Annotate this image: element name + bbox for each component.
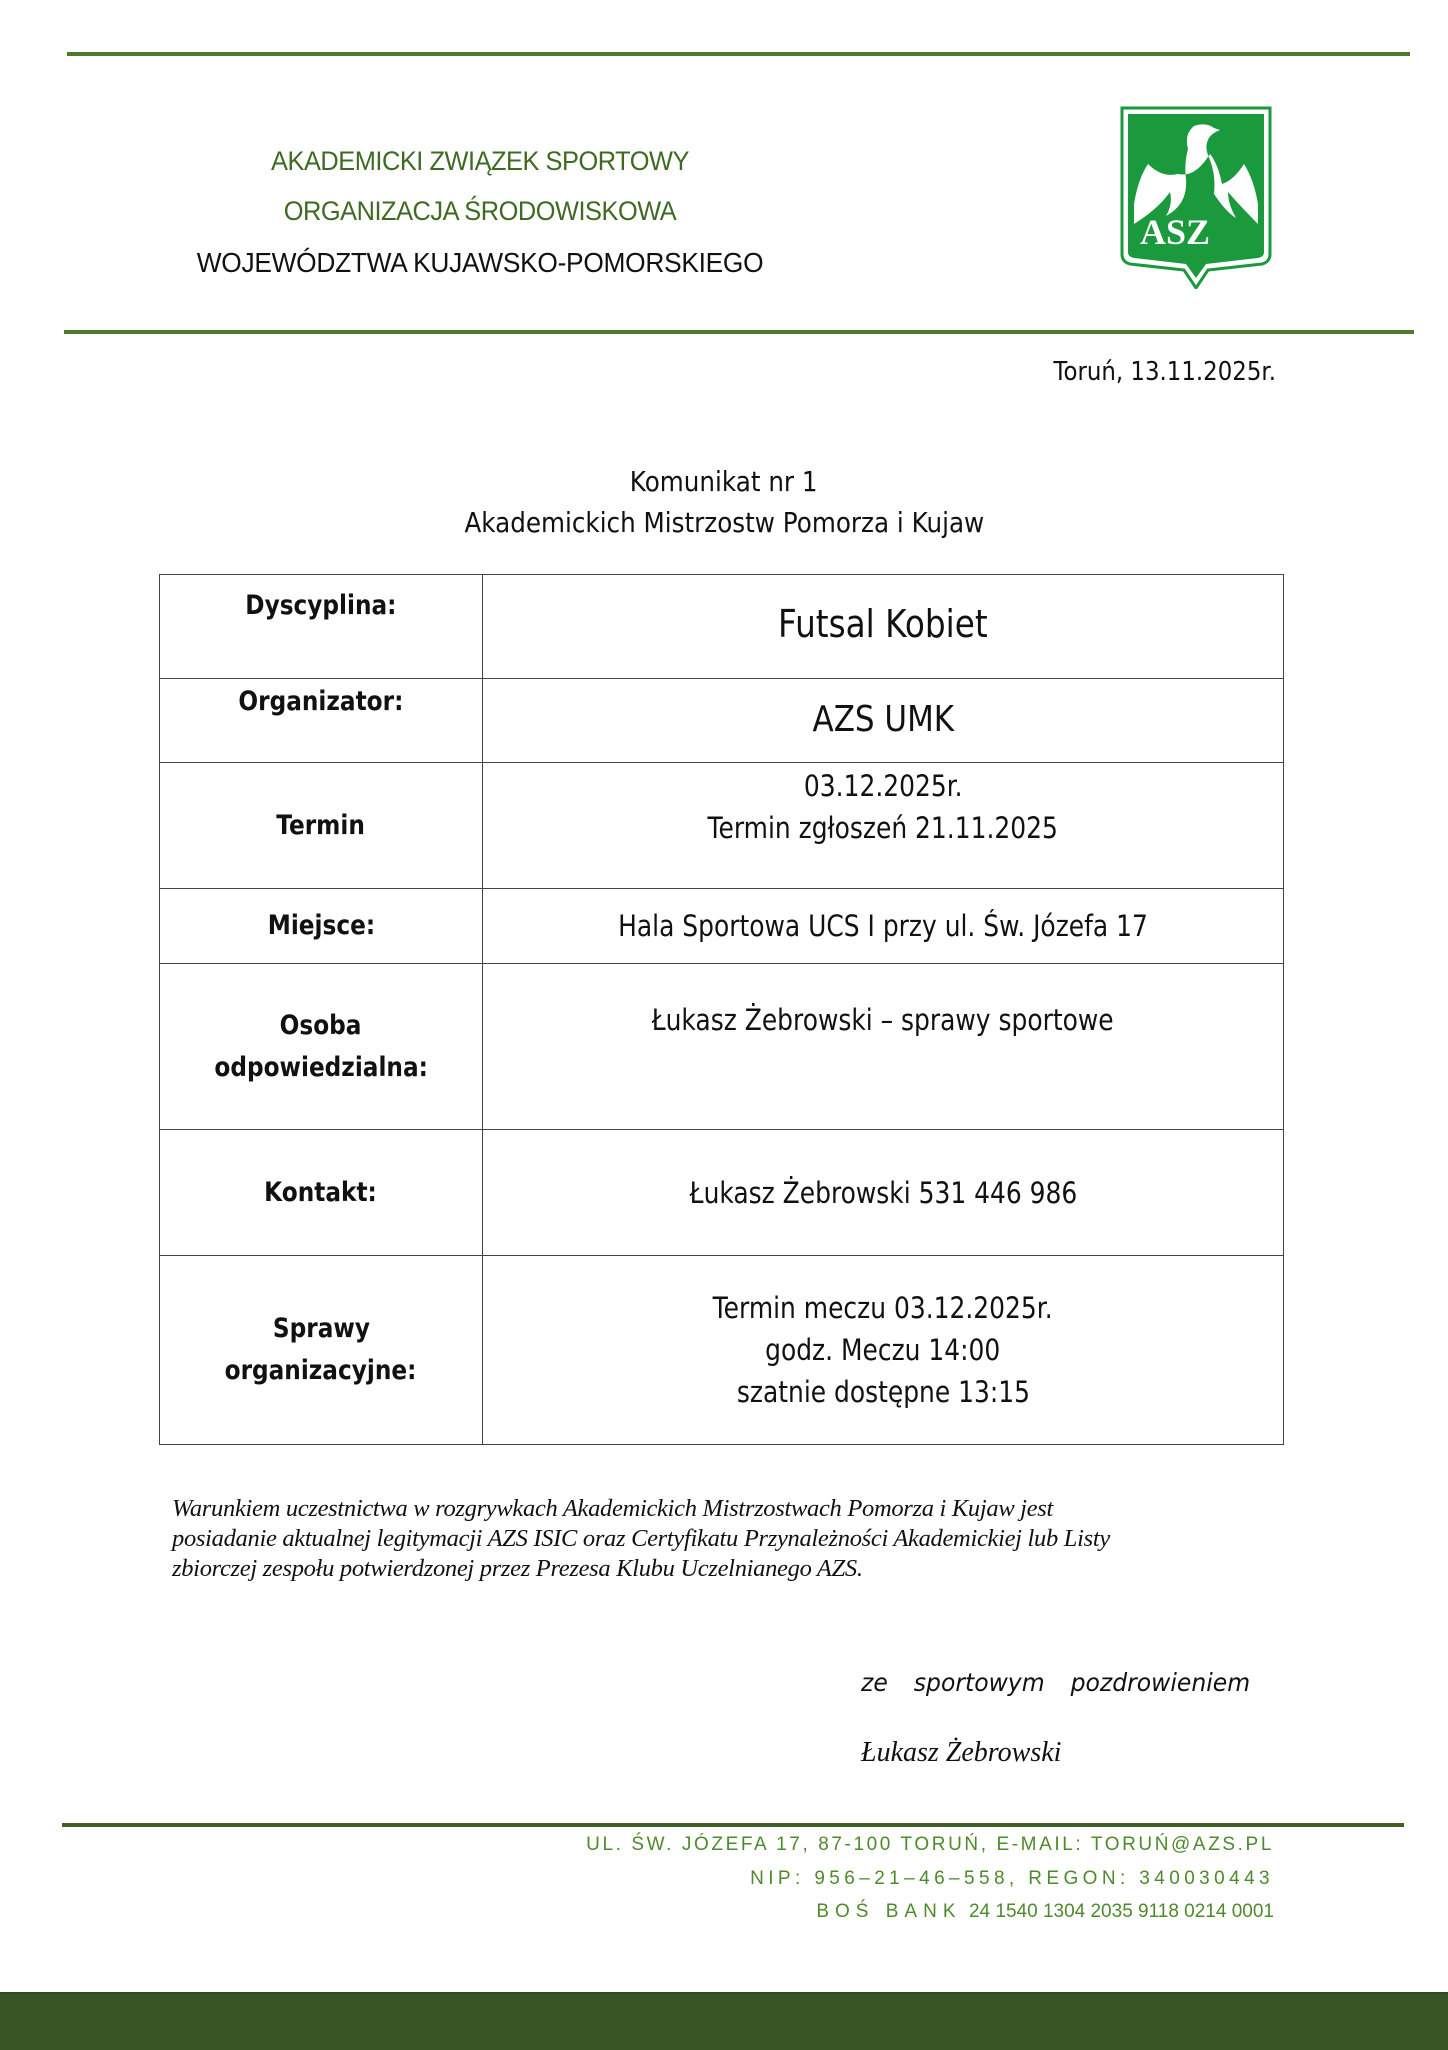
greeting-word: pozdrowieniem	[1070, 1668, 1251, 1697]
greeting-word: sportowym	[913, 1668, 1045, 1697]
document-title: Komunikat nr 1	[630, 465, 818, 498]
row-value: Futsal Kobiet	[483, 575, 1284, 679]
footer-rule	[62, 1823, 1404, 1827]
bank-name: BOŚ BANK	[816, 1901, 962, 1922]
table-row-contact	[160, 1130, 1284, 1256]
row-value: AZS UMK	[483, 679, 1284, 763]
row-label: Kontakt:	[160, 1130, 483, 1256]
table-row-discipline	[160, 575, 1284, 679]
table-row-date	[160, 763, 1284, 889]
org-name-line1: AKADEMICKI ZWIĄZEK SPORTOWY	[271, 146, 689, 176]
azs-eagle-crest-icon	[1118, 104, 1274, 289]
greeting-word: ze	[861, 1668, 888, 1697]
event-info-table	[159, 574, 1284, 1445]
org-name-line2: ORGANIZACJA ŚRODOWISKOWA	[283, 196, 677, 226]
footer-ids: NIP: 956–21–46–558, REGON: 340030443	[750, 1868, 1274, 1889]
document-subtitle: Akademickich Mistrzostw Pomorza i Kujaw	[464, 506, 984, 539]
bank-account: 24 1540 1304 2035 9118 0214 0001	[968, 1901, 1274, 1922]
note-line: Warunkiem uczestnictwa w rozgrywkach Akademickich Mistrzostwach Pomorza i Kujaw jest	[172, 1495, 1054, 1522]
footer-address: UL. ŚW. JÓZEFA 17, 87-100 TORUŃ, E-MAIL: TORUŃ@AZS.PL	[586, 1834, 1274, 1855]
row-label: Sprawy organizacyjne:	[160, 1256, 483, 1445]
logo-letter-a: ASZ	[1140, 212, 1211, 252]
header-top-rule	[67, 52, 1410, 56]
table-row-venue	[160, 889, 1284, 964]
page-bottom-bar	[0, 1992, 1448, 2050]
org-name-line3: WOJEWÓDZTWA KUJAWSKO-POMORSKIEGO	[196, 247, 764, 278]
row-label: Miejsce:	[160, 889, 483, 964]
signature: Łukasz Żebrowski	[861, 1737, 1062, 1768]
participation-note	[172, 1494, 1292, 1584]
closing-greeting	[861, 1668, 1250, 1697]
note-line: zbiorczej zespołu potwierdzonej przez Prezesa Klubu Uczelnianego AZS.	[172, 1555, 863, 1582]
footer-bank	[816, 1901, 1274, 1923]
table-row-organizer	[160, 679, 1284, 763]
header-bottom-rule	[64, 330, 1414, 334]
row-value: Łukasz Żebrowski 531 446 986	[483, 1130, 1284, 1256]
row-value: Termin meczu 03.12.2025r. godz. Meczu 14:00 szatnie dostępne 13:15	[483, 1256, 1284, 1445]
row-label: Organizator:	[160, 679, 483, 763]
table-row-organizational	[160, 1256, 1284, 1445]
row-value: 03.12.2025r. Termin zgłoszeń 21.11.2025	[483, 763, 1284, 889]
row-value: Hala Sportowa UCS I przy ul. Św. Józefa 17	[483, 889, 1284, 964]
note-line: posiadanie aktualnej legitymacji AZS ISIC oraz Certyfikatu Przynależności Akademickiej lub Listy	[172, 1525, 1110, 1552]
table-row-responsible	[160, 964, 1284, 1130]
row-label: Dyscyplina:	[160, 575, 483, 679]
document-date: Toruń, 13.11.2025r.	[1053, 357, 1276, 387]
row-value: Łukasz Żebrowski – sprawy sportowe	[483, 964, 1284, 1130]
row-label: Termin	[160, 763, 483, 889]
row-label: Osoba odpowiedzialna:	[160, 964, 483, 1130]
